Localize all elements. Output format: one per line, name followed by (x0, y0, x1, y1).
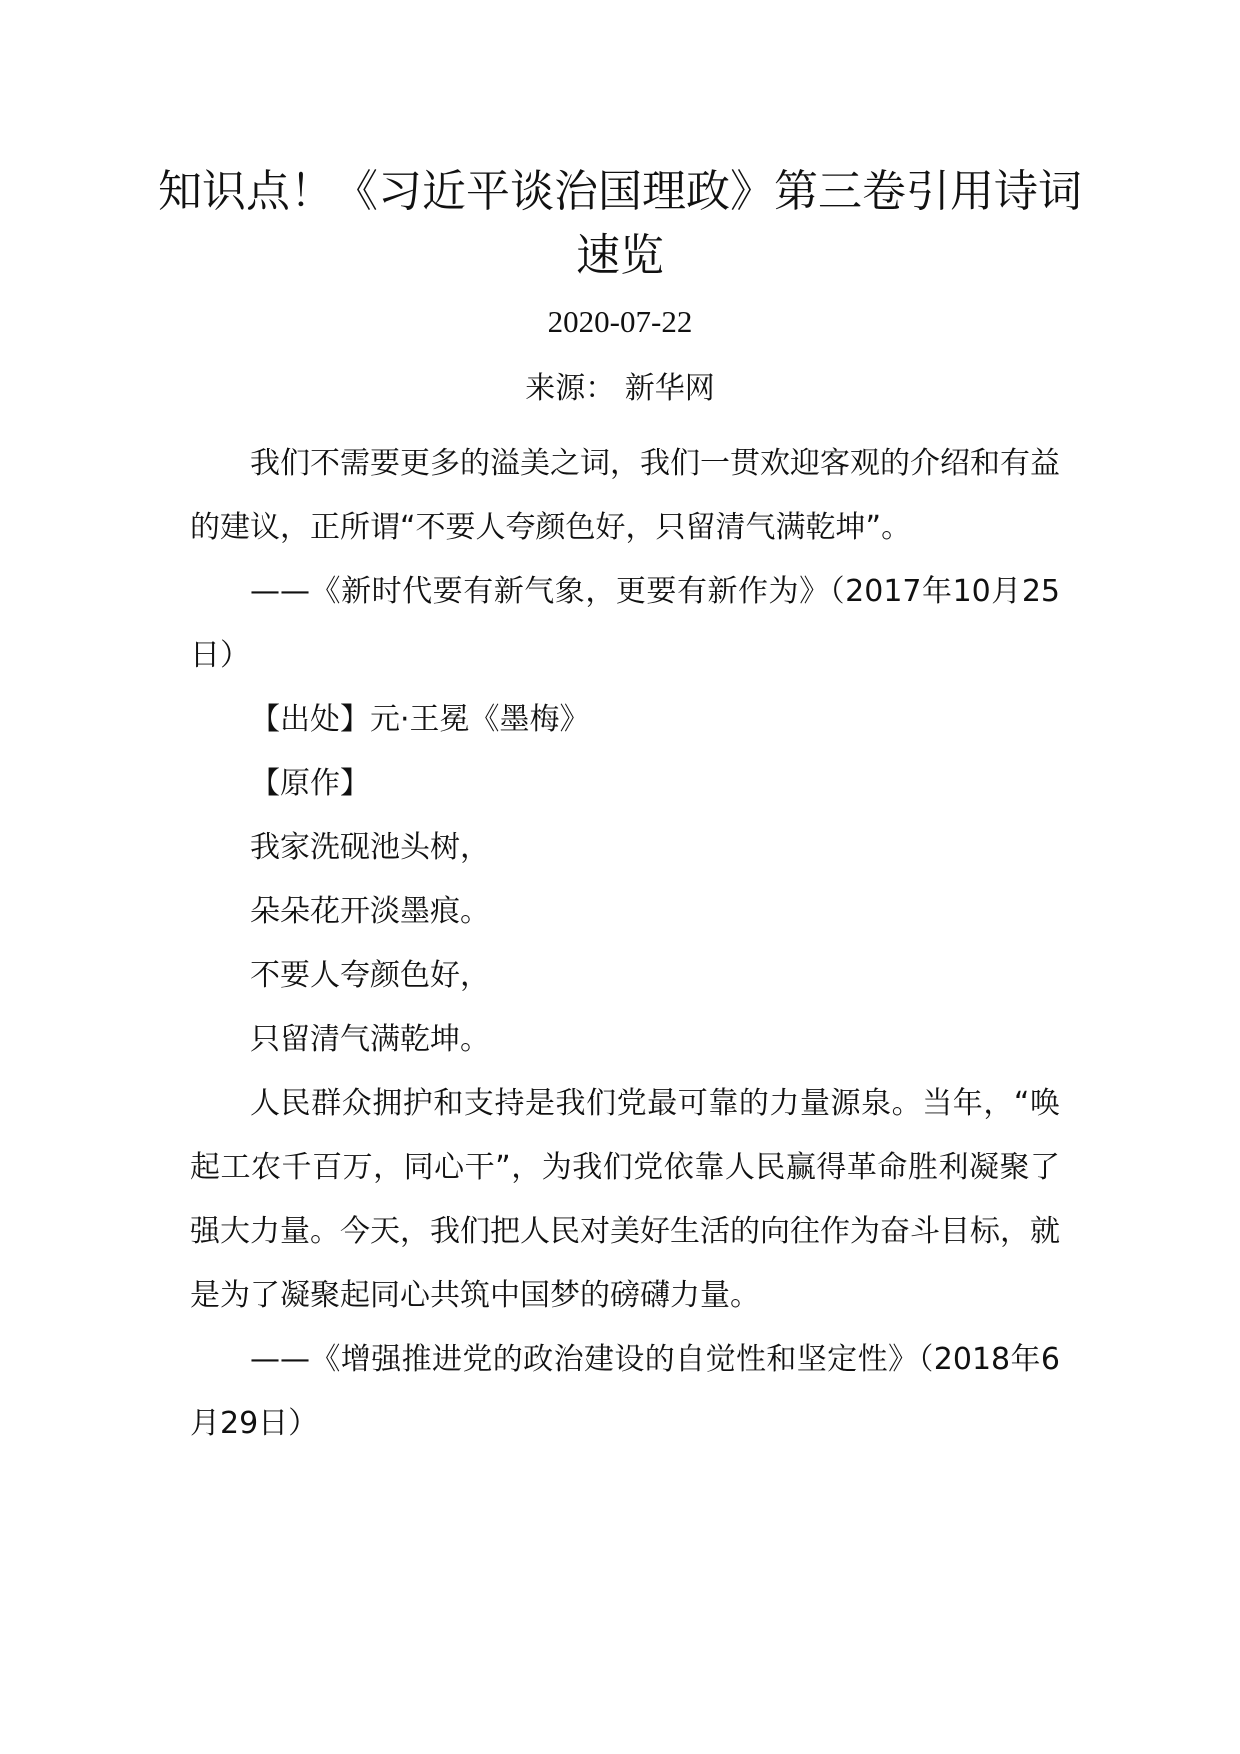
poem-line-3: 不要人夸颜色好， (250, 958, 490, 993)
citation-speech-2018: ——《增强推进党的政治建设的自觉性和坚定性》（2018年6月29日） (190, 1342, 1060, 1441)
poem-line-2: 朵朵花开淡墨痕。 (250, 894, 490, 929)
poem-line-4: 只留清气满乾坤。 (250, 1022, 490, 1057)
source-line: 来源： 新华网 (525, 371, 715, 406)
origin-note: 【出处】元·王冕《墨梅》 (250, 702, 590, 737)
article-body (190, 432, 1060, 1456)
publish-date: 2020-07-22 (547, 304, 693, 339)
citation-speech-2017: ——《新时代要有新气象，更要有新作为》（2017年10月25日） (190, 574, 1060, 673)
document-title: 知识点！《习近平谈治国理政》第三卷引用诗词速览 (158, 166, 1082, 281)
paragraph-intro: 我们不需要更多的溢美之词，我们一贯欢迎客观的介绍和有益的建议，正所谓“不要人夸颜色好，只留清气满乾坤”。 (190, 446, 1060, 545)
original-work-label: 【原作】 (250, 766, 370, 801)
poem-line-1: 我家洗砚池头树， (250, 830, 490, 865)
paragraph-people: 人民群众拥护和支持是我们党最可靠的力量源泉。当年，“唤起工农千百万，同心干”，为我们党依靠人民赢得革命胜利凝聚了强大力量。今天，我们把人民对美好生活的向往作为奋斗目标，就是为了凝聚起同心共筑中国梦的磅礴力量。 (190, 1086, 1060, 1313)
